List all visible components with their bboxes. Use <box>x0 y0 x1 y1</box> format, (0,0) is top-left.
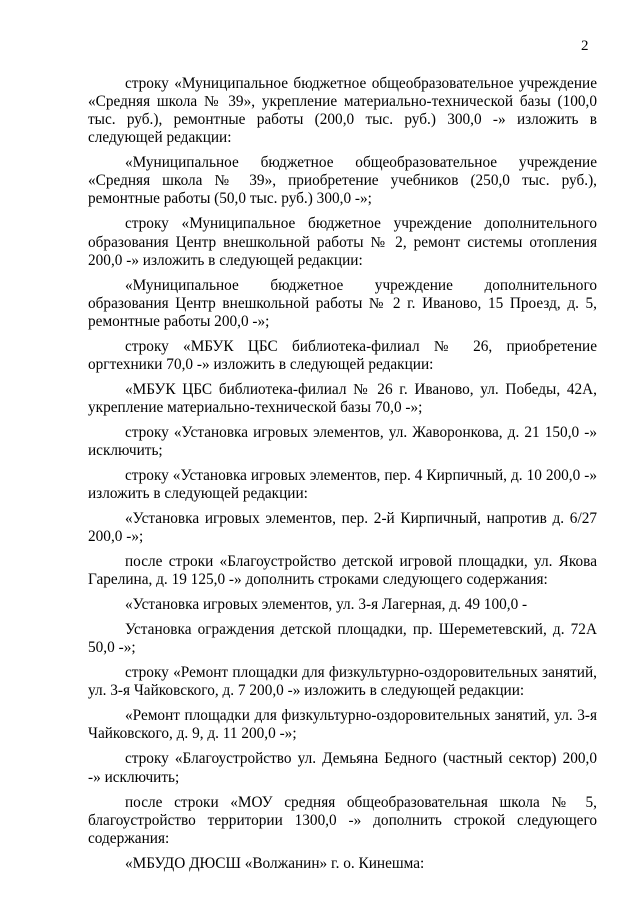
paragraph: «Ремонт площадки для физкультурно-оздоровительных занятий, ул. 3-я Чайковского, д. 9, д. 11 200,0 -»; <box>88 707 597 743</box>
page-number: 2 <box>581 38 589 54</box>
paragraph: после строки «Благоустройство детской игровой площадки, ул. Якова Гарелина, д. 19 125,0 -» дополнить строками следующего содержания: <box>88 553 597 589</box>
paragraph: Установка ограждения детской площадки, пр. Шереметевский, д. 72А 50,0 -»; <box>88 621 597 657</box>
paragraph: «Установка игровых элементов, пер. 2-й Кирпичный, напротив д. 6/27 200,0 -»; <box>88 510 597 546</box>
paragraph: строку «Муниципальное бюджетное общеобразовательное учреждение «Средняя школа № 39», укрепление материально-технической базы (100,0 тыс. руб.), ремонтные работы (200,0 тыс. руб.) 300,0 -» изложить в следующей редакции: <box>88 75 597 147</box>
paragraph: «Муниципальное бюджетное учреждение дополнительного образования Центр внешкольной работы № 2 г. Иваново, 15 Проезд, д. 5, ремонтные работы 200,0 -»; <box>88 276 597 330</box>
paragraph: «МБУДО ДЮСШ «Волжанин» г. о. Кинешма: <box>125 854 425 872</box>
paragraph: строку «МБУК ЦБС библиотека-филиал № 26, приобретение оргтехники 70,0 -» изложить в следующей редакции: <box>88 337 597 373</box>
paragraph: строку «Благоустройство ул. Демьяна Бедного (частный сектор) 200,0 -» исключить; <box>88 750 597 786</box>
paragraph: строку «Установка игровых элементов, пер. 4 Кирпичный, д. 10 200,0 -» изложить в следующей редакции: <box>88 467 597 503</box>
paragraph: «МБУК ЦБС библиотека-филиал № 26 г. Иваново, ул. Победы, 42А, укрепление материально-технической базы 70,0 -»; <box>88 380 597 416</box>
paragraph: «Установка игровых элементов, ул. 3-я Лагерная, д. 49 100,0 - <box>125 596 528 614</box>
paragraph: после строки «МОУ средняя общеобразовательная школа № 5, благоустройство территории 1300,0 -» дополнить строкой следующего содержания: <box>88 793 597 847</box>
paragraph: «Муниципальное бюджетное общеобразовательное учреждение «Средняя школа № 39», приобретение учебников (250,0 тыс. руб.), ремонтные работы (50,0 тыс. руб.) 300,0 -»; <box>88 154 597 208</box>
paragraph: строку «Муниципальное бюджетное учреждение дополнительного образования Центр внешкольной работы № 2, ремонт системы отопления 200,0 -» изложить в следующей редакции: <box>88 215 597 269</box>
paragraph: строку «Установка игровых элементов, ул. Жаворонкова, д. 21 150,0 -» исключить; <box>88 423 597 460</box>
document-body <box>88 75 597 880</box>
paragraph: строку «Ремонт площадки для физкультурно-оздоровительных занятий, ул. 3-я Чайковского, д. 7 200,0 -» изложить в следующей редакции: <box>88 664 597 700</box>
